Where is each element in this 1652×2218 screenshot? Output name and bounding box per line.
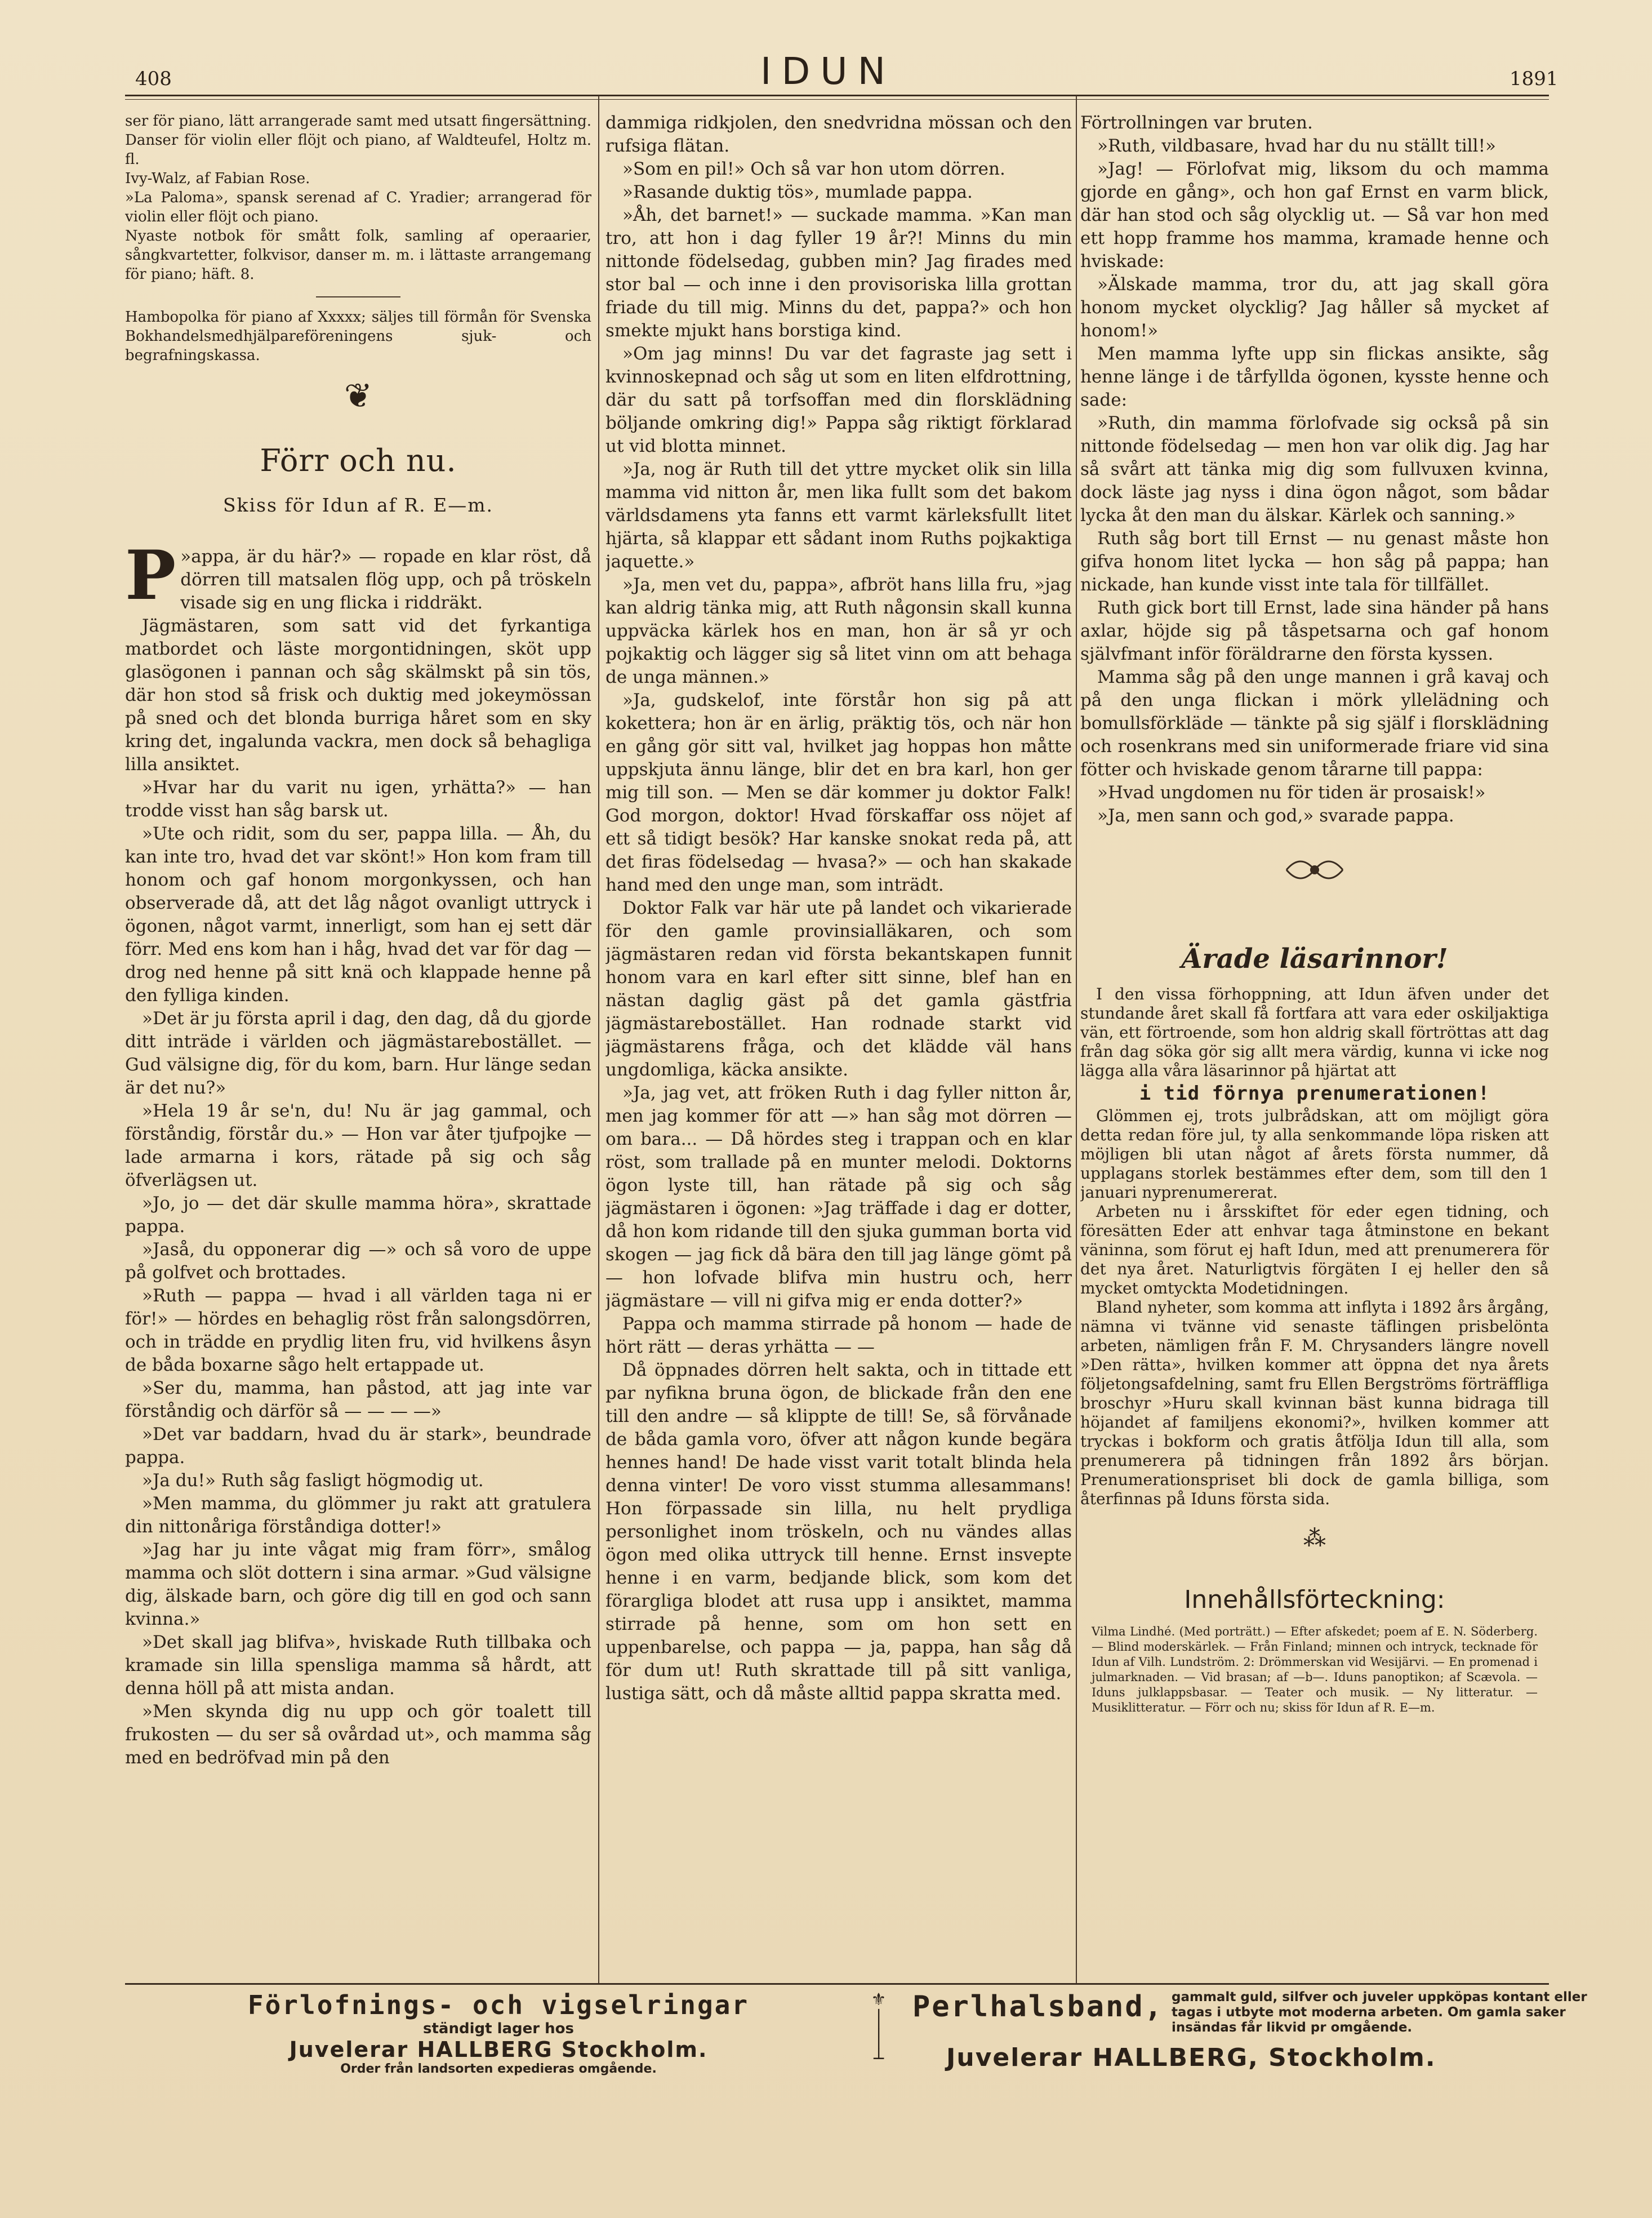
- bottom-advertisements: [152, 1990, 1594, 2091]
- notice-highlight: i tid förnya prenumerationen!: [1139, 1082, 1490, 1105]
- paragraph: »Ja, nog är Ruth till det yttre mycket olik sin lilla mamma vid nitton år, men lika fullt som det bakom världsdamens yta fanns ett varmt kärleksfullt litet hjärta, så klappar ett sådant inom Ruths pojkaktiga jaquette.»: [605, 459, 1072, 572]
- paragraph: »Som en pil!» Och så var hon utom dörren.: [622, 159, 1005, 179]
- paragraph: Då öppnades dörren helt sakta, och in tittade ett par nyfikna bruna ögon, de blickade från den ene till den andre — så klippte de till! Se, så förvånade de båda gamla voro, öfver att någon kunde begära hennes hand! De hade visst varit totalt blinda hela denna vinter! De voro visst stumma allesammans! Hon förpassade sin lilla, nu helt prydliga personlighet inom tröskeln, och nu vändes allas ögon med olika uttryck till henne. Ernst insvepte henne i en varm, bedjande blick, som kom det förargliga blodet att rusa upp i ansiktet, mamma stirrade på henne, som om hon sett en uppenbarelse, och pappa — ja, pappa, han såg då för dum ut! Ruth skrattade till på sitt vanliga, lustiga sätt, och då måste alltid pappa skratta med.: [605, 1360, 1072, 1704]
- paragraph: »Men skynda dig nu upp och gör toalett till frukosten — du ser så ovårdad ut», och mamma såg med en bedröfvad min på den: [125, 1701, 591, 1768]
- subscriber-notice: [1080, 943, 1549, 1509]
- notice-paragraph: Arbeten nu i årsskiftet för eder egen tidning, och föresätten Eder att enhvar taga åtminstone en bekant väninna, som förut ej haft Idun, med att prenumerera för det nya året. Naturligtvis förgäten I ej heller den så mycket omtyckta Modetidningen.: [1080, 1202, 1549, 1297]
- notice-paragraph: Glömmen ej, trots julbrådskan, att om möjligt göra detta redan före jul, ty alla senkommande löpa risken att möjligen bli utan något af årets första nummer, då upplagans storlek bestämmes efter dem, som till den 1 januari nyprenumererat.: [1080, 1106, 1549, 1202]
- paragraph: »Älskade mamma, tror du, att jag skall göra honom mycket olycklig? Jag håller så mycket af honom!»: [1080, 274, 1549, 341]
- paragraph: dammiga ridkjolen, den snedvridna mössan och den rufsiga flätan.: [605, 113, 1072, 156]
- paragraph: »Ruth, din mamma förlofvade sig också på sin nittonde födelsedag — men hon var olik dig. Jag har så svårt att tänka mig dig som fullvuxen kvinna, dock läste jag nyss i dina ögon något, som bådar lycka åt den man du älskar. Kärlek och sanning.»: [1080, 413, 1549, 526]
- ad-list: [125, 112, 591, 365]
- ornament-icon: ⁂: [1303, 1526, 1326, 1552]
- necklace-ad-jeweler: Juvelerar HALLBERG, Stockholm.: [946, 2043, 1436, 2072]
- paragraph: »Hela 19 år se'n, du! Nu är jag gammal, och förståndig, förstår du.» — Hon var åter tjufpojke — lade armarna i kors, rätade på sig och såg öfverlägsen ut.: [125, 1101, 591, 1190]
- ad-item: Hambopolka för piano af Xxxxx; säljes till förmån för Svenska Bokhandelsmedhjälpareföreningens sjuk- och begrafningskassa.: [125, 309, 591, 364]
- paragraph: »Åh, det barnet!» — suckade mamma. »Kan man tro, att hon i dag fyller 19 år?! Minns du min nittonde födelsedag, gubben min? Jag firades med stor bal — och inne i den provisoriska lilla grottan friade du till mig. Minns du det, pappa?» och hon smekte mjukt hans borstiga kind.: [605, 205, 1072, 341]
- column-1: [125, 112, 591, 1988]
- column-separator: [1076, 96, 1077, 1983]
- divider-ornament-icon: ⚜ │ │ ┴: [871, 1990, 887, 2069]
- ornament-icon: [1080, 850, 1549, 898]
- paragraph: »Hvad ungdomen nu för tiden är prosaisk!»: [1097, 783, 1486, 803]
- paragraph: »Ser du, mamma, han påstod, att jag inte var förståndig och därför så — — — —»: [125, 1378, 591, 1421]
- necklace-ad-text: gammalt guld, silfver och juveler uppköpas kontant eller tagas i utbyte mot moderna arbeten. Om gamla saker insändas får likvid pr omgående.: [1172, 1990, 1587, 2035]
- ad-item: »La Paloma», spansk serenad af C. Yradier; arrangerad för violin eller flöjt och piano.: [125, 189, 591, 225]
- paragraph: »Det skall jag blifva», hviskade Ruth tillbaka och kramade sin lilla spensliga mamma så hårdt, att denna höll på att mista andan.: [125, 1632, 591, 1699]
- dropcap: P: [125, 536, 176, 615]
- paragraph: Ruth såg bort till Ernst — nu genast måste hon gifva honom litet lycka — hon såg på pappa; han nickade, han kunde visst inte tala för tillfället.: [1080, 528, 1549, 595]
- ad-item: Ivy-Walz, af Fabian Rose.: [125, 170, 310, 187]
- ad-item: Danser för violin eller flöjt och piano, af Waldteufel, Holtz m. fl.: [125, 132, 591, 168]
- paragraph: Mamma såg på den unge mannen i grå kavaj och på den unga flickan i mörk yllelädning och bomullsförkläde — tänkte på sig själf i florsklädning och rosenkrans med sin uniformerade friare vid sina fötter och hviskade genom tårarne till pappa:: [1080, 667, 1549, 780]
- ring-ad-line: ständigt lager hos: [423, 2020, 574, 2037]
- paragraph: »Ute och ridit, som du ser, pappa lilla. — Åh, du kan inte tro, hvad det var skönt!» Hon kom fram till honom och gaf honom morgonkyssen, och han observerade då, att det låg något ovanligt uttryck i ögonen, något varmt, innerligt, som han ej sett där förr. Med ens kom han i håg, hvad det var för dag — drog ned henne på sitt knä och klappade henne på den fylliga kinden.: [125, 824, 591, 1006]
- paragraph: »Ruth — pappa — hvad i all världen taga ni er för!» — hördes en behaglig röst från salongsdörren, och in trädde en prydlig liten fru, vid hvilkens åsyn de båda boxarne sågo helt ertappade ut.: [125, 1286, 591, 1375]
- page-number: 408: [135, 68, 172, 90]
- paragraph: »Ja, men sann och god,» svarade pappa.: [1097, 806, 1454, 826]
- header-rule: [125, 95, 1549, 96]
- paragraph: Förtrollningen var bruten.: [1080, 113, 1313, 133]
- masthead-title: IDUN: [760, 50, 896, 93]
- paragraph: »Det var baddarn, hvad du är stark», beundrade pappa.: [125, 1424, 591, 1468]
- paragraph: »Men mamma, du glömmer ju rakt att gratulera din nittonåriga förståndiga dotter!»: [125, 1494, 591, 1537]
- paragraph: »Ja, men vet du, pappa», afbröt hans lilla fru, »jag kan aldrig tänka mig, att Ruth någonsin skall kunna uppväcka kärlek hos en man, hon är så yr och pojkaktig och lägger sig så litet vinn om att behaga de unga männen.»: [605, 575, 1072, 687]
- paragraph: »Ja du!» Ruth såg fasligt högmodig ut.: [142, 1470, 484, 1491]
- paragraph: »Rasande duktig tös», mumlade pappa.: [622, 182, 973, 202]
- paragraph: »Det är ju första april i dag, den dag, då du gjorde ditt inträde i världen och jägmästarebostället. — Gud välsigne dig, för du kom, barn. Hur länge sedan är det nu?»: [125, 1008, 591, 1098]
- necklace-ad-head: [912, 1990, 1600, 2035]
- paragraph: »Ruth, vildbasare, hvad har du nu ställt till!»: [1097, 136, 1497, 156]
- paragraph: »Ja, jag vet, att fröken Ruth i dag fyller nitton år, men jag kommer för att —» han såg mot dörren — om bara... — Då hördes steg i trappan och en klar röst, som trallade på en munter melodi. Doktorns ögon lyste till, han rätade på sig och såg jägmästaren i ögonen: »Jag träffade i dag er dotter, då hon kom ridande till den sjuka gumman borta vid skogen — jag fick då bära den till jag länge gömt på — hon lofvade blifva min hustru och, herr jägmästare — vill ni gifva mig er enda dotter?»: [605, 1083, 1072, 1311]
- column-separator: [598, 96, 599, 1983]
- ring-ad-line: Order från landsorten expedieras omgående.: [340, 2062, 657, 2076]
- paragraph: Pappa och mamma stirrade på honom — hade de hört rätt — deras yrhätta — —: [605, 1314, 1072, 1357]
- ring-ad-title: Förlofnings- och vigselringar: [247, 1990, 750, 2020]
- column-2: [605, 112, 1072, 1988]
- necklace-ad: [912, 1990, 1600, 2072]
- ad-item: ser för piano, lätt arrangerade samt med utsatt fingersättning.: [125, 113, 591, 130]
- paragraph: »Om jag minns! Du var det fagraste jag sett i kvinnoskepnad och såg ut som en liten elfdrottning, där du satt på torfsoffan med din florsklädning böljande omkring dig!» Pappa såg riktigt förklarad ut vid blotta minnet.: [605, 344, 1072, 456]
- flourish-ornament-icon: ❦: [344, 376, 373, 416]
- ad-item: Nyaste notbok för smått folk, samling af operaarier, sångkvartetter, folkvisor, danser m. m. i lättaste arrangemang för piano; häft. 8.: [125, 228, 591, 283]
- paragraph: Doktor Falk var här ute på landet och vikarierade för den gamle provinsialläkaren, och som jägmästaren redan vid första bekantskapen funnit honom vara en karl efter sitt sinne, blef han en nästan daglig gäst på det gamla gästfria jägmästarebostället. Han rodnade starkt vid jägmästarens fråga, och det klädde väl hans ungdomliga, käcka ansikte.: [605, 898, 1072, 1080]
- paragraph: Jägmästaren, som satt vid det fyrkantiga matbordet och läste morgontidningen, sköt upp glasögonen i pannan och såg skälmskt på sin tös, där hon stod så frisk och duktig med jokeymössan på sned och det blonda burriga håret som en sky kring det, ingalunda vackra, men dock så behagliga lilla ansiktet.: [125, 616, 591, 775]
- column-3: [1080, 112, 1549, 1988]
- paragraph: Men mamma lyfte upp sin flickas ansikte, såg henne länge i de tårfyllda ögonen, kysste henne och sade:: [1080, 344, 1549, 410]
- paragraph: Ruth gick bort till Ernst, lade sina händer på hans axlar, höjde sig på tåspetsarna och gaf honom självfmant inför föräldrarne den första kyssen.: [1080, 598, 1549, 664]
- ring-ad: [152, 1990, 845, 2076]
- paragraph: »appa, är du här?» — ropade en klar röst, då dörren till matsalen flög upp, och på tröskeln visade sig en ung flicka i riddräkt.: [180, 546, 591, 613]
- ring-ad-jeweler: Juvelerar HALLBERG Stockholm.: [289, 2037, 708, 2062]
- footer-rule: [125, 1983, 1549, 1985]
- paragraph: »Jaså, du opponerar dig —» och så voro de uppe på golfvet och brottades.: [125, 1239, 591, 1283]
- notice-paragraph: Bland nyheter, som komma att inflyta i 1892 års årgång, nämna vi tvänne vid senaste täflingen prisbelönta arbeten, nämligen från F. M. Chrysanders längre novell »Den rätta», hvilken kommer att öppna det nya årets följetongsafdelning, samt fru Ellen Bergströms förträffliga broschyr »Huru skall kvinnan bäst kunna bidraga till höjandet af familjens ekonomi?», hvilken kommer att tryckas i bokform och gratis åtfölja Idun till alla, som prenumerera på tidningen från 1892 års början. Prenumerationspriset bli dock de gamla billiga, som återfinnas på Iduns första sida.: [1080, 1298, 1549, 1508]
- necklace-ad-title: Perlhalsband,: [912, 1990, 1164, 2024]
- paragraph: »Jo, jo — det där skulle mamma höra», skrattade pappa.: [125, 1193, 591, 1237]
- paragraph: »Hvar har du varit nu igen, yrhätta?» — han trodde visst han såg barsk ut.: [125, 777, 591, 821]
- paragraph: »Jag! — Förlofvat mig, liksom du och mamma gjorde en gång», och hon gaf Ernst en varm blick, där han stod och såg olycklig ut. — Så var hon med ett hopp framme hos mamma, kramade henne och hviskade:: [1080, 159, 1549, 272]
- divider: [316, 296, 400, 297]
- table-of-contents: Vilma Lindhé. (Med porträtt.) — Efter afskedet; poem af E. N. Söderberg. — Blind moderskärlek. — Från Finland; minnen och intryck, tecknade för Idun af Vilh. Lundström. 2: Drömmerskan vid Wesijärvi. — En promenad i julmarknaden. — Vid brasan; af —b—. Iduns panoptikon; af Scævola. — Iduns julklappsbasar. — Teater och musik. — Ny litteratur. — Musiklitteratur. — Förr och nu; skiss för Idun af R. E—m.: [1092, 1625, 1538, 1714]
- paragraph: »Jag har ju inte vågat mig fram förr», smålog mamma och slöt dottern i sina armar. »Gud välsigne dig, älskade barn, och göre dig till en god och sann kvinna.»: [125, 1540, 591, 1629]
- decorative-ornament-icon: [1281, 850, 1348, 890]
- year: 1891: [1509, 68, 1559, 90]
- paragraph: »Ja, gudskelof, inte förstår hon sig på att kokettera; hon är en ärlig, präktig tös, och när hon en gång gör sitt val, hvilket jag hoppas hon måtte uppskjuta ännu länge, blir det en bra karl, hon ger mig till son. — Men se där kommer ju doktor Falk! God morgon, doktor! Hvad förskaffar oss nöjet af ett så tidigt besök? Har kanske snokat reda på, att det firas födelsedag — hvasa?» — och han skakade hand med den unge man, som inträdt.: [605, 690, 1072, 895]
- story-title: Förr och nu.: [260, 443, 457, 478]
- notice-paragraph: I den vissa förhoppning, att Idun äfven under det stundande året skall få fortfara att vara eder oskiljaktiga vän, ett förtroende, som hon aldrig skall förtröttas att dag från dag söka gör sig allt mera värdig, kunna vi icke nog lägga alla våra läsarinnor på hjärtat att: [1080, 985, 1549, 1080]
- toc-title: Innehållsförteckning:: [1184, 1585, 1445, 1614]
- story-subtitle: Skiss för Idun af R. E—m.: [222, 494, 494, 516]
- header-rule-thin: [125, 99, 1549, 100]
- notice-title: Ärade läsarinnor!: [1181, 943, 1448, 975]
